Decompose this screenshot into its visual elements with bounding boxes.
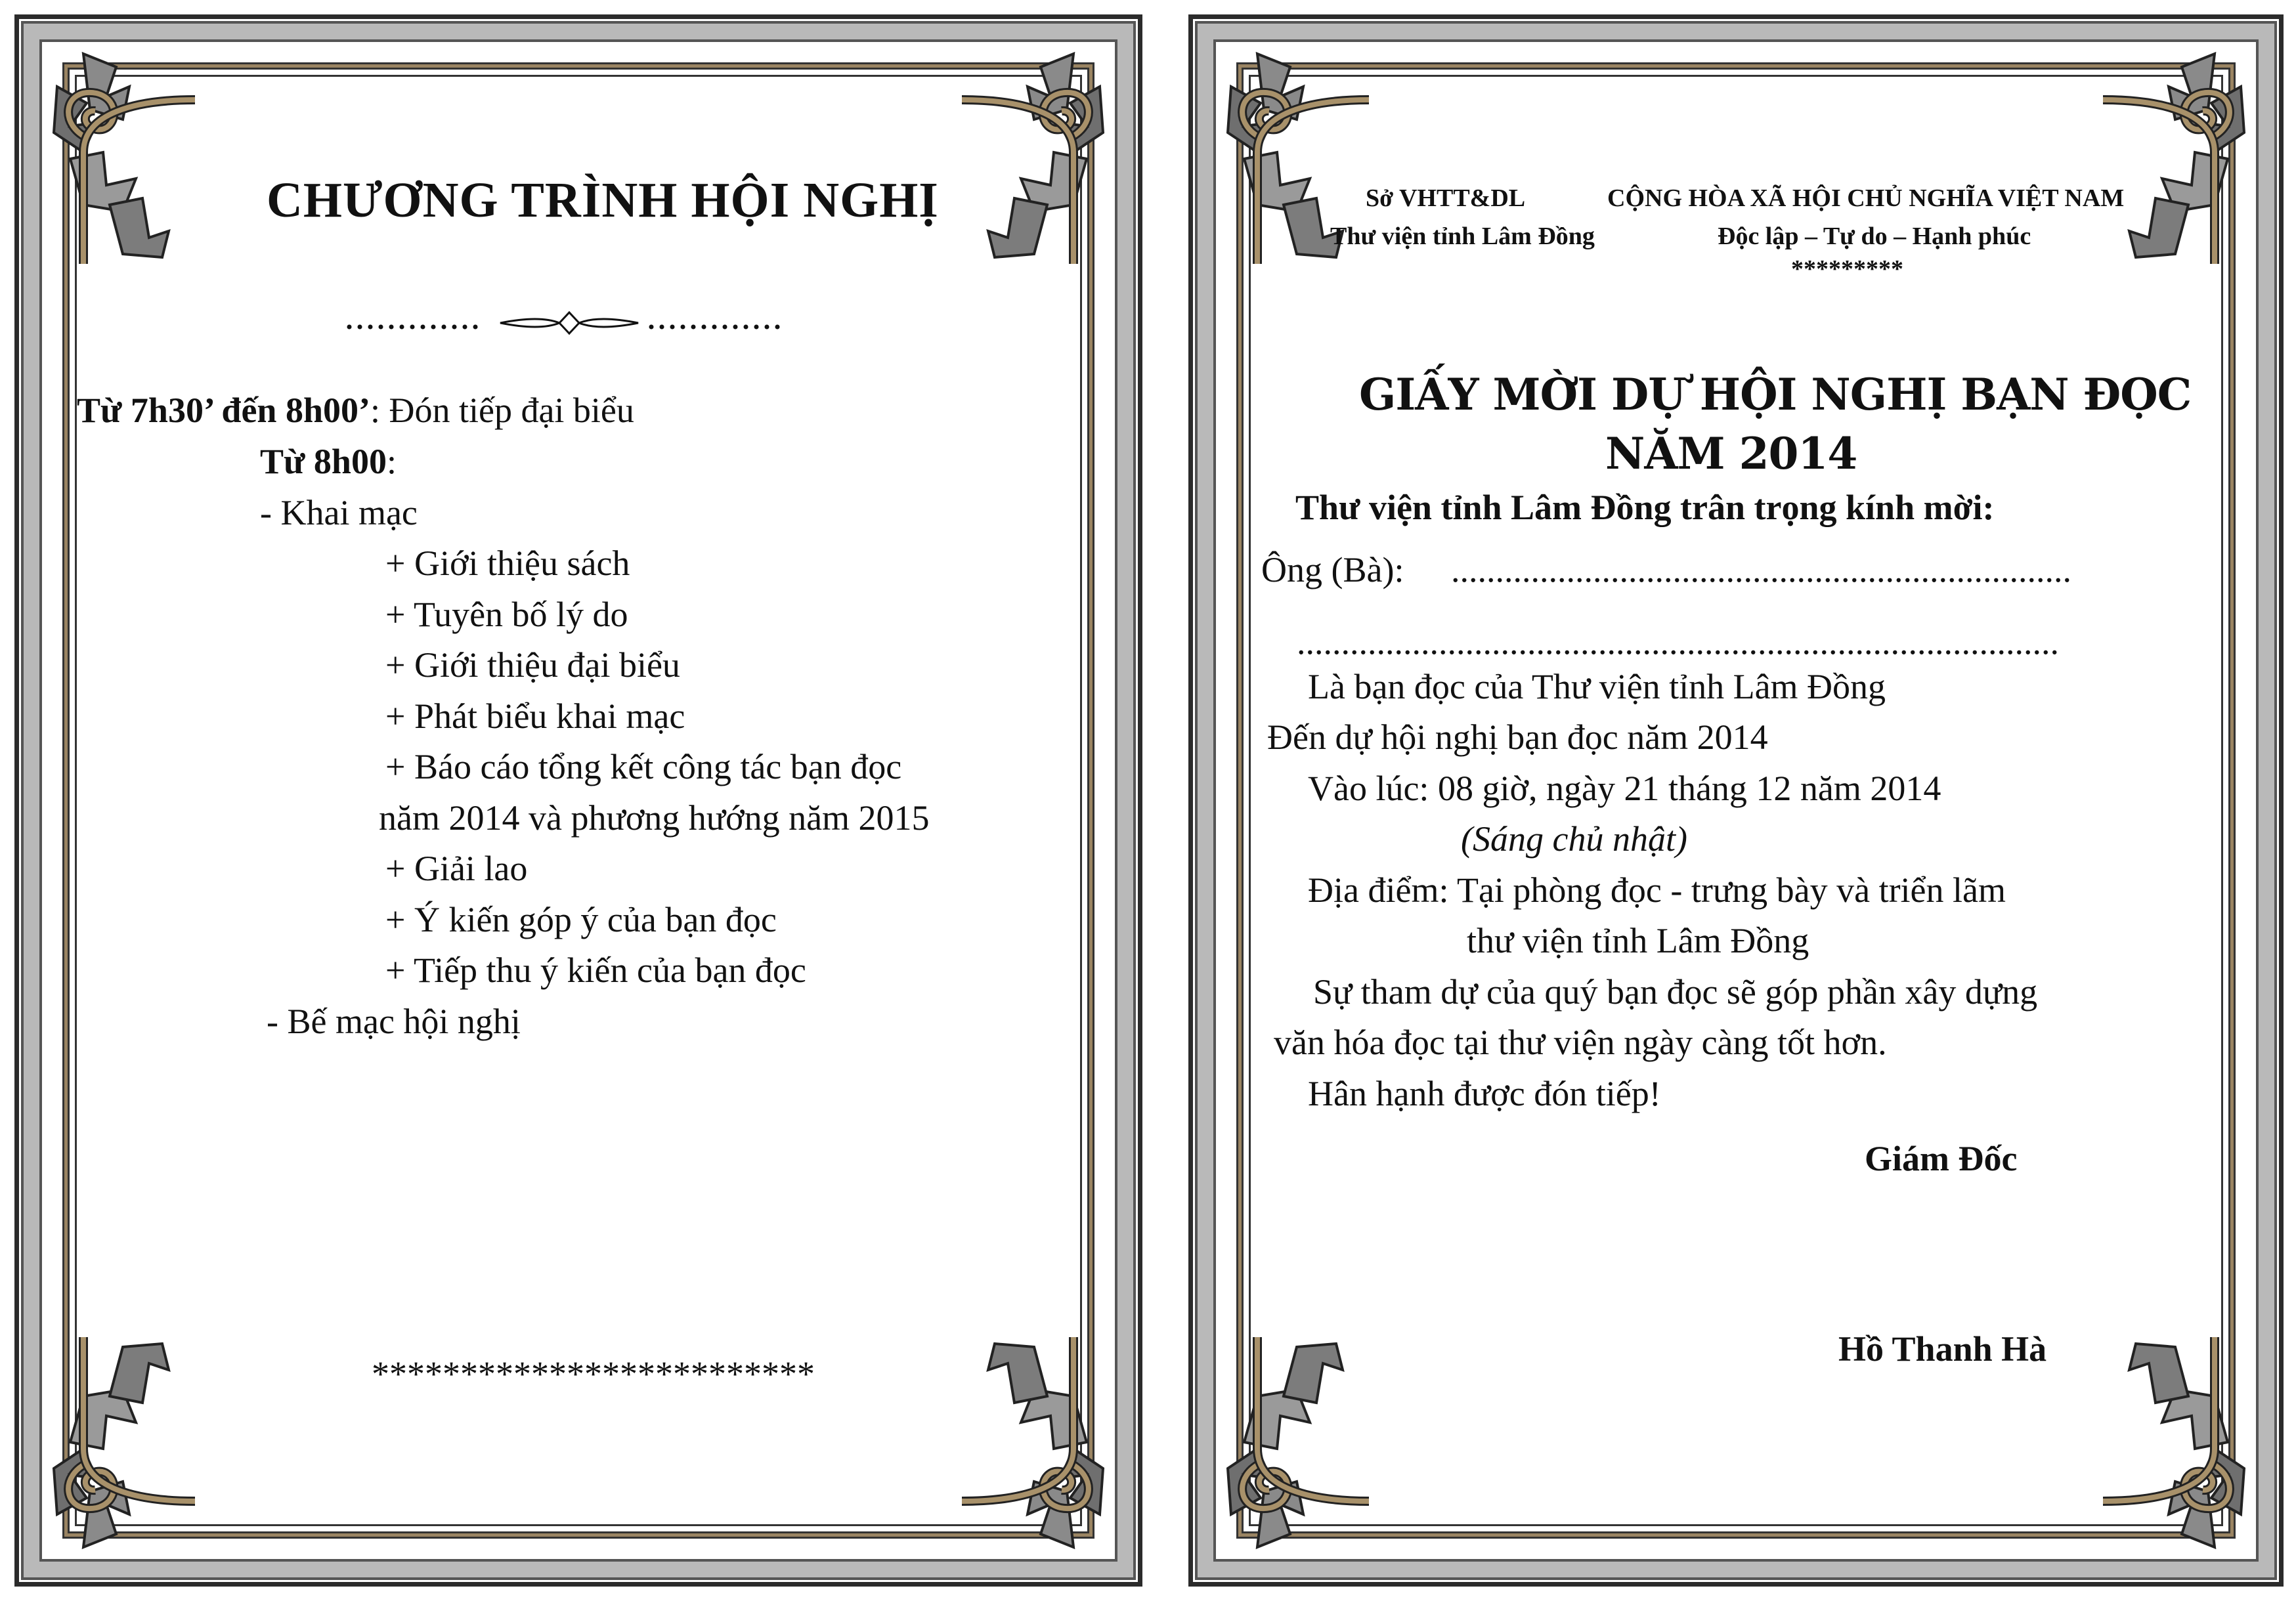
nation-name: CỘNG HÒA XÃ HỘI CHỦ NGHĨA VIỆT NAM [1607, 184, 2125, 212]
invite-line-venue: Địa điểm: Tại phòng đọc - trưng bày và triển lãm [1308, 870, 2006, 910]
program-item-break: + Giải lao [385, 849, 528, 888]
signer-title: Giám Đốc [1865, 1139, 2018, 1178]
corner-ornament-top-left [44, 47, 195, 264]
program-card [14, 14, 1142, 1587]
invite-line-event: Đến dự hội nghị bạn đọc năm 2014 [1267, 717, 1768, 757]
program-item-feedback: + Ý kiến góp ý của bạn đọc [385, 900, 777, 939]
invite-line-time: Vào lúc: 08 giờ, ngày 21 tháng 12 năm 2014 [1308, 769, 1941, 808]
header-stars: ********* [1791, 255, 1903, 283]
corner-ornament-bottom-left [1218, 1337, 1369, 1554]
program-item-speech: + Phát biểu khai mạc [385, 696, 685, 736]
title-divider [343, 303, 796, 343]
invite-line-participation: Sự tham dự của quý bạn đọc sẽ góp phần xây dựng [1313, 972, 2038, 1012]
corner-ornament-bottom-right [962, 1337, 1113, 1554]
invitation-title-year: NĂM 2014 [1605, 428, 1857, 479]
invite-line-day: (Sáng chủ nhật) [1461, 819, 1687, 859]
program-item-opening: - Khai mạc [260, 493, 418, 532]
signer-name: Hồ Thanh Hà [1838, 1329, 2047, 1369]
program-item-report: + Báo cáo tổng kết công tác bạn đọc [385, 747, 902, 786]
invitation-card [1188, 14, 2284, 1587]
library-name: Thư viện tỉnh Lâm Đồng [1330, 223, 1595, 250]
program-item-books: + Giới thiệu sách [385, 544, 630, 583]
invite-line-participation-cont: văn hóa đọc tại thư viện ngày càng tốt hơn. [1274, 1023, 1887, 1062]
guest-name-line-2: ...................................................................................... [1297, 622, 2059, 662]
program-item-reception: Từ 7h30’ đến 8h00’: Đón tiếp đại biểu [77, 391, 634, 430]
corner-ornament-top-right [962, 47, 1113, 264]
corner-ornament-top-right [2103, 47, 2254, 264]
invite-line-reader: Là bạn đọc của Thư viện tỉnh Lâm Đồng [1308, 667, 1886, 706]
program-item-closing: - Bế mạc hội nghị [267, 1002, 521, 1041]
program-footer-stars: ************************* [372, 1354, 815, 1394]
invite-line-venue-cont: thư viện tỉnh Lâm Đồng [1467, 921, 1809, 960]
program-item-start: Từ 8h00: [260, 442, 397, 481]
invitation-subtitle: Thư viện tỉnh Lâm Đồng trân trọng kính mời: [1295, 488, 1995, 527]
program-item-response: + Tiếp thu ý kiến của bạn đọc [385, 950, 806, 990]
invite-line-welcome: Hân hạnh được đón tiếp! [1308, 1074, 1661, 1113]
corner-ornament-bottom-left [44, 1337, 195, 1554]
national-motto: Độc lập – Tự do – Hạnh phúc [1718, 223, 2031, 250]
invitation-title: GIẤY MỜI DỰ HỘI NGHỊ BẠN ĐỌC [1359, 369, 2192, 420]
agency-name: Sở VHTT&DL [1366, 184, 1526, 212]
program-title: CHƯƠNG TRÌNH HỘI NGHỊ [267, 173, 939, 228]
program-item-delegates: + Giới thiệu đại biểu [385, 645, 680, 685]
guest-name-line: ...................................................................... [1451, 550, 2071, 589]
program-item-reason: + Tuyên bố lý do [385, 595, 628, 634]
corner-ornament-bottom-right [2103, 1337, 2254, 1554]
guest-name-label: Ông (Bà): [1261, 550, 1404, 589]
program-item-report-cont: năm 2014 và phương hướng năm 2015 [379, 798, 930, 838]
